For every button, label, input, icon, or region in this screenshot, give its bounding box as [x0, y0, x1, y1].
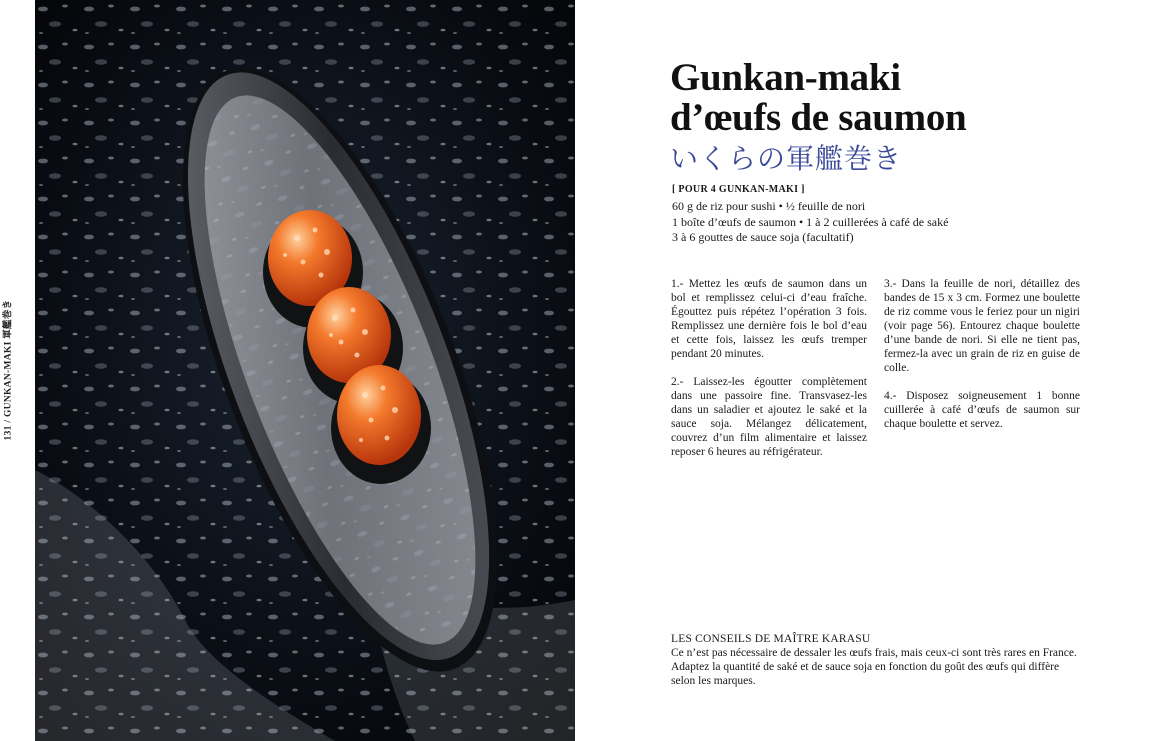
recipe-title: [670, 58, 1140, 138]
recipe-step: 2.- Laissez-les égoutter complètement dans une passoire fine. Transvasez-les dans un saladier et ajoutez le saké et la sauce soja. Mélangez délicatement, couvrez d’un film alimentaire et laissez reposer 6 heures au réfrigérateur.: [671, 376, 867, 458]
title-line-1: Gunkan-maki: [670, 56, 901, 99]
steps-column-right: [884, 277, 1080, 445]
steps-column-left: [671, 277, 867, 473]
page-number-label: 131 / GUNKAN-MAKI 軍艦巻き: [3, 299, 14, 441]
title-line-2: d’œufs de saumon: [670, 96, 967, 139]
ingredients-list: [672, 199, 1092, 246]
tips-body: Ce n’est pas nécessaire de dessaler les œufs frais, mais ceux-ci sont très rares en France. Adaptez la quantité de saké et de sauce soja en fonction du goût des œufs qui diffère selon les marques.: [671, 647, 1077, 687]
food-photo: [35, 0, 575, 741]
gunkan-maki-photo: [35, 0, 575, 741]
ingredient-line: 3 à 6 gouttes de sauce soja (facultatif): [672, 230, 854, 244]
ingredient-line: 60 g de riz pour sushi • ½ feuille de nori: [672, 199, 866, 213]
ingredients-heading: [ POUR 4 GUNKAN-MAKI ]: [672, 184, 805, 195]
recipe-step: 1.- Mettez les œufs de saumon dans un bol et remplissez celui-ci d’eau fraîche. Égouttez puis répétez l’opération 3 fois. Remplissez une dernière fois le bol d’eau et cette fois, laissez les œufs tremper pendant 20 minutes.: [671, 278, 867, 360]
chef-tips: [671, 632, 1081, 688]
recipe-step: 4.- Disposez soigneusement 1 bonne cuillerée à café d’œufs de saumon sur chaque boulette et servez.: [884, 390, 1080, 430]
ingredient-line: 1 boîte d’œufs de saumon • 1 à 2 cuillerées à café de saké: [672, 214, 949, 229]
tips-heading: LES CONSEILS DE MAÎTRE KARASU: [671, 633, 871, 645]
japanese-subtitle: いくらの軍艦巻き: [670, 142, 903, 175]
running-header: [0, 300, 16, 440]
recipe-step: 3.- Dans la feuille de nori, détaillez des bandes de 15 x 3 cm. Formez une boulette de riz comme vous le feriez pour un nigiri (voir page 56). Entourez chaque boulette d’une bande de nori. Si elle ne tient pas, fermez-la avec un grain de riz en guise de colle.: [884, 278, 1080, 374]
